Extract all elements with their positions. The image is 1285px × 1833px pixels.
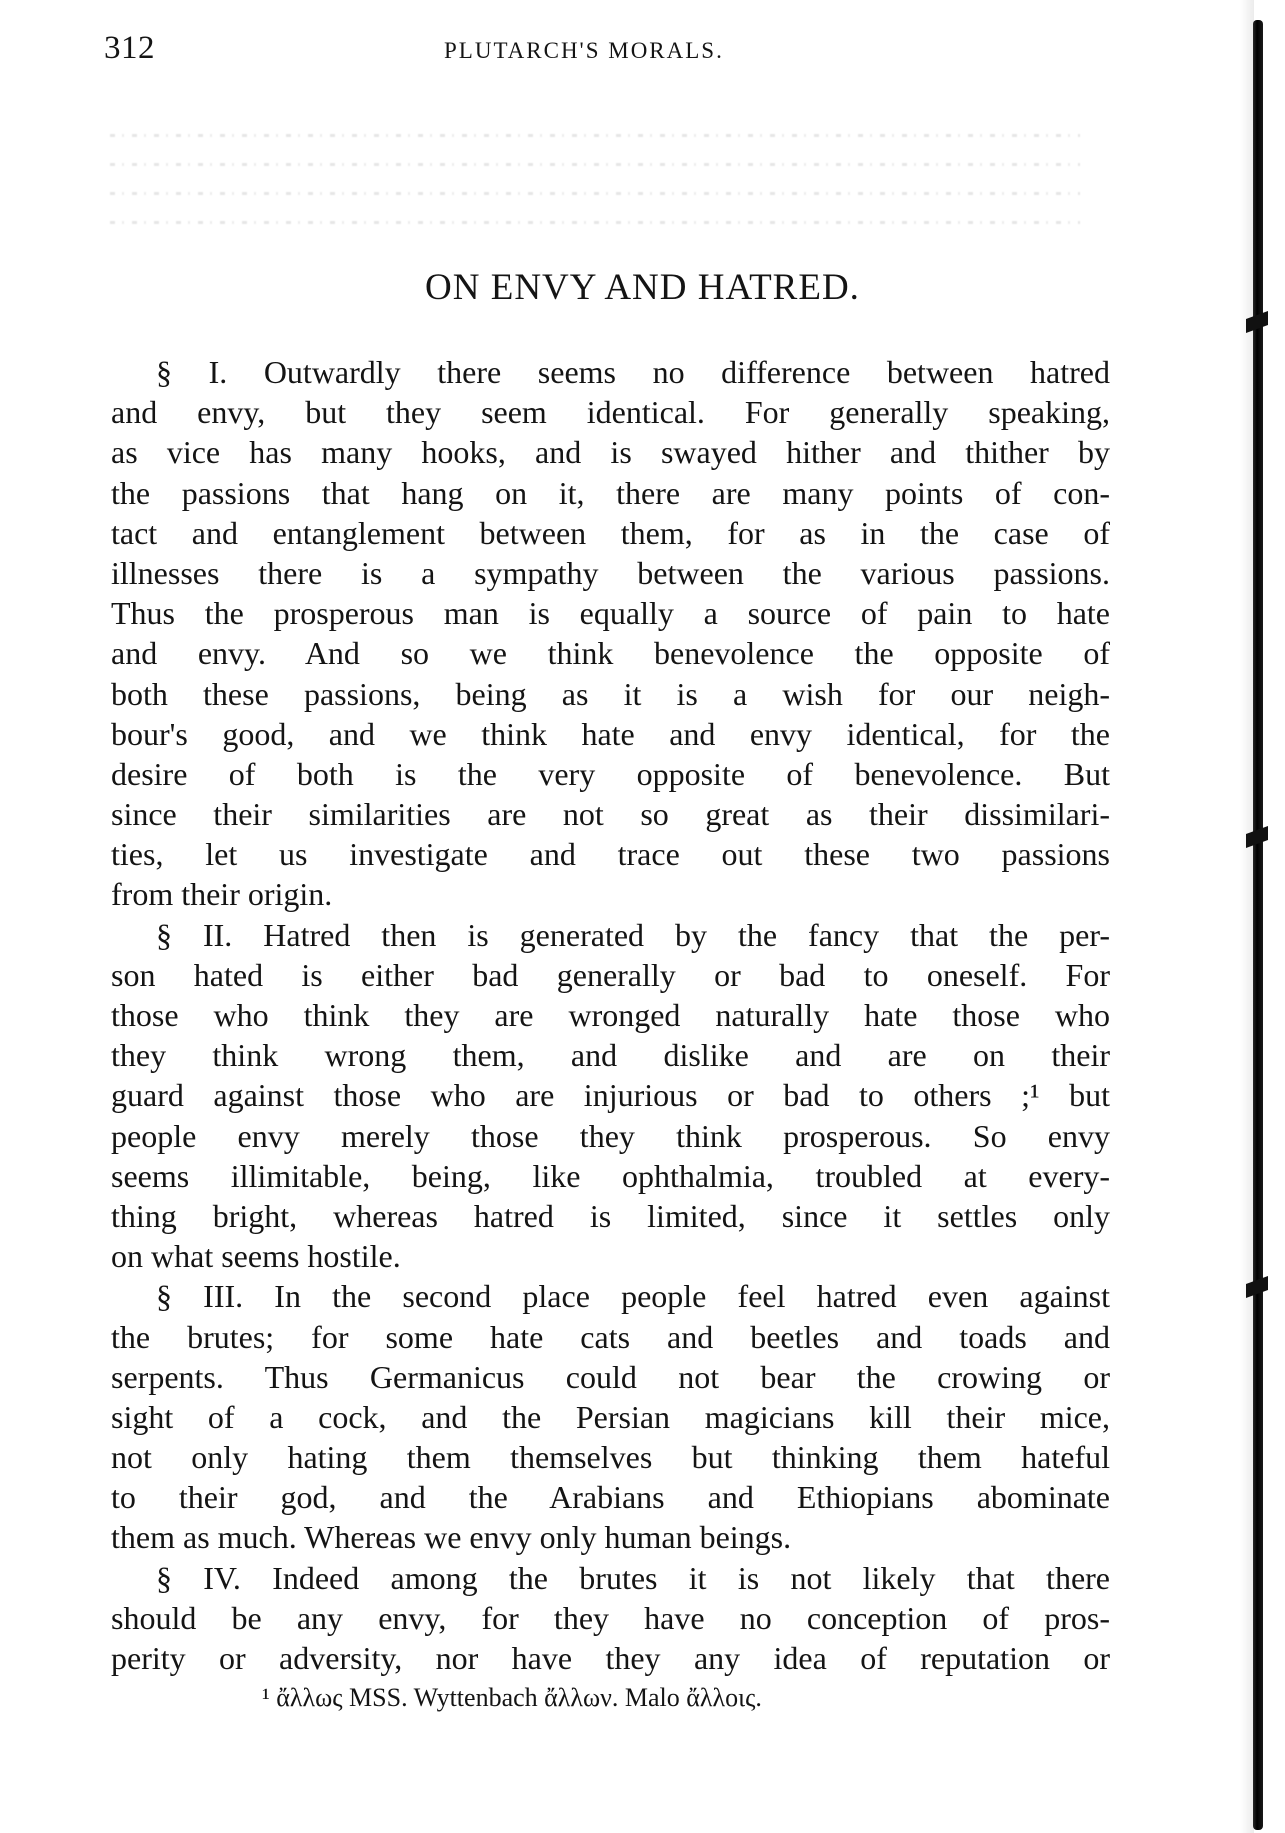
page-number: 312 [104,30,155,66]
text-line: § IV. Indeed among the brutes it is not likely that there [156,1559,1110,1596]
running-title: PLUTARCH'S MORALS. [444,38,724,63]
text-line: ties, let us investigate and trace out these two passions [111,836,1110,873]
text-line: since their similarities are not so great as their dissimilari- [111,796,1110,833]
text-line: to their god, and the Arabians and Ethiopians abominate [111,1479,1110,1516]
text-line: § II. Hatred then is generated by the fancy that the per- [156,916,1110,953]
body-text [111,352,1110,1678]
text-line: tact and entanglement between them, for as in the case of [111,514,1110,551]
spine-shadow [1240,0,1254,1833]
text-line: and envy, but they seem identical. For generally speaking, [111,394,1110,431]
text-line: serpents. Thus Germanicus could not bear the crowing or [111,1358,1110,1395]
text-line: son hated is either bad generally or bad to oneself. For [111,956,1110,993]
text-line: on what seems hostile. [111,1238,401,1275]
text-line: not only hating them themselves but thinking them hateful [111,1439,1110,1476]
text-line: seems illimitable, being, like ophthalmia, troubled at every- [111,1157,1110,1194]
text-line: as vice has many hooks, and is swayed hither and thither by [111,434,1110,471]
text-line: the passions that hang on it, there are many points of con- [111,474,1110,511]
text-line: sight of a cock, and the Persian magicians kill their mice, [111,1398,1110,1435]
text-line: they think wrong them, and dislike and are on their [111,1037,1110,1074]
text-line: § III. In the second place people feel hatred even against [156,1278,1110,1315]
text-line: guard against those who are injurious or bad to others ;¹ but [111,1077,1110,1114]
page-header [104,30,1104,74]
text-line: desire of both is the very opposite of benevolence. But [111,755,1110,792]
text-line: bour's good, and we think hate and envy identical, for the [111,715,1110,752]
text-line: those who think they are wronged naturally hate those who [111,997,1110,1033]
text-line: the brutes; for some hate cats and beetles and toads and [111,1318,1110,1355]
text-line: thing bright, whereas hatred is limited, since it settles only [111,1197,1110,1234]
chapter-title: ON ENVY AND HATRED. [425,267,860,308]
text-line: from their origin. [111,876,333,913]
text-line: them as much. Whereas we envy only human beings. [111,1519,792,1556]
text-line: perity or adversity, nor have they any idea of reputation or [111,1640,1110,1676]
text-line: § I. Outwardly there seems no difference between hatred [156,354,1110,390]
text-line: illnesses there is a sympathy between the various passions. [111,554,1110,591]
spine-band [1253,20,1263,1830]
text-line: Thus the prosperous man is equally a source of pain to hate [111,595,1110,632]
text-line: both these passions, being as it is a wish for our neigh- [111,675,1110,712]
show-through-text [110,108,1080,268]
text-line: people envy merely those they think prosperous. So envy [111,1117,1110,1154]
text-line: should be any envy, for they have no conception of pros- [111,1599,1110,1636]
footnote: ¹ ἄλλως MSS. Wyttenbach ἄλλων. Malo ἄλλοις. [262,1683,762,1712]
text-line: and envy. And so we think benevolence the opposite of [111,635,1110,672]
